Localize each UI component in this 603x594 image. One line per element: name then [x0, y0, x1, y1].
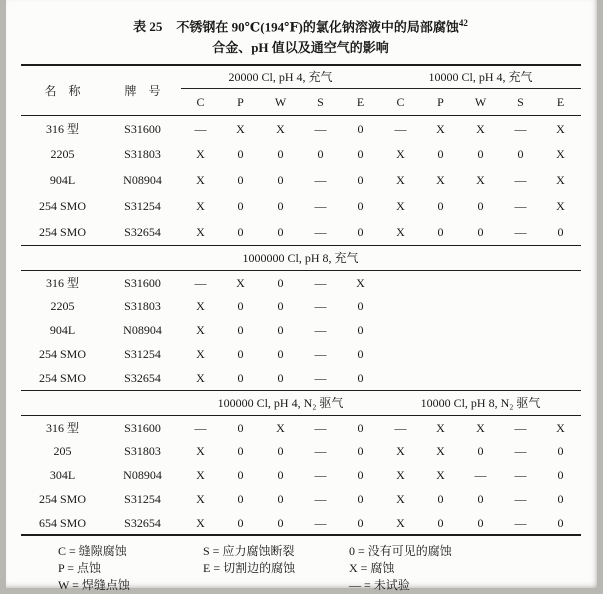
column-header-p-2: P — [421, 88, 461, 115]
result-cell: X — [196, 199, 205, 214]
result-cell: X — [276, 121, 285, 136]
result-cell — [381, 366, 421, 390]
result-cell — [501, 342, 541, 366]
table-row — [21, 342, 581, 366]
alloy-name: 304L — [49, 468, 76, 483]
result-cell: X — [556, 147, 565, 162]
column-header-s-1: S — [301, 88, 341, 115]
alloy-name: 205 — [53, 444, 72, 459]
alloy-name: 316 型 — [45, 275, 79, 290]
condition-header-2: 10000 Cl, pH 4, 充气 — [381, 65, 581, 88]
result-cell: 0 — [357, 147, 364, 162]
result-cell: 0 — [437, 147, 444, 162]
group-header-row — [21, 65, 581, 88]
result-cell: 0 — [357, 515, 364, 530]
result-cell: 0 — [517, 147, 524, 162]
legend-item: S = 应力腐蚀断裂 — [203, 544, 295, 559]
result-cell: — — [514, 468, 527, 483]
column-header-e-2: E — [541, 88, 581, 115]
table-row — [21, 141, 581, 167]
result-cell: 0 — [357, 371, 364, 386]
result-cell: 0 — [237, 347, 244, 362]
table-row — [21, 415, 581, 439]
legend-column-2 — [203, 543, 349, 594]
result-cell: — — [514, 515, 527, 530]
section-header-row — [21, 245, 581, 270]
alloy-grade: S31803 — [124, 299, 161, 314]
column-header-c-1: C — [181, 88, 221, 115]
table-row — [21, 366, 581, 390]
alloy-name: 316 型 — [45, 420, 79, 435]
alloy-name: 2205 — [50, 147, 75, 162]
result-cell: X — [276, 420, 285, 435]
result-cell: X — [196, 468, 205, 483]
table-row — [21, 219, 581, 245]
result-cell: — — [514, 225, 527, 240]
result-cell: 0 — [237, 444, 244, 459]
result-cell: X — [396, 444, 405, 459]
result-cell: 0 — [237, 323, 244, 338]
result-cell — [381, 294, 421, 318]
result-cell: 0 — [237, 173, 244, 188]
result-cell — [541, 366, 581, 390]
result-cell: — — [314, 225, 327, 240]
result-cell: — — [314, 420, 327, 435]
result-cell: 0 — [437, 515, 444, 530]
result-cell — [421, 294, 461, 318]
result-cell: X — [356, 275, 365, 290]
result-cell: 0 — [237, 147, 244, 162]
alloy-name: 254 SMO — [38, 347, 86, 362]
result-cell: 0 — [357, 121, 364, 136]
result-cell: — — [514, 199, 527, 214]
result-cell — [381, 270, 421, 294]
result-cell: 0 — [477, 199, 484, 214]
table-row — [21, 318, 581, 342]
reference-superscript: 42 — [458, 18, 468, 28]
result-cell — [461, 342, 501, 366]
result-cell: — — [314, 199, 327, 214]
result-cell — [541, 270, 581, 294]
result-cell: X — [396, 199, 405, 214]
legend-item: W = 焊缝点蚀 — [58, 578, 130, 593]
table-title — [20, 10, 581, 56]
result-cell: 0 — [477, 147, 484, 162]
result-cell: 0 — [277, 323, 284, 338]
alloy-name: 254 SMO — [38, 492, 86, 507]
alloy-grade: N08904 — [123, 323, 162, 338]
result-cell: X — [396, 492, 405, 507]
result-cell: X — [396, 468, 405, 483]
result-cell: X — [556, 121, 565, 136]
alloy-name: 2205 — [50, 299, 75, 314]
document-page — [6, 0, 597, 593]
legend — [58, 543, 581, 594]
result-cell: X — [556, 420, 565, 435]
result-cell — [501, 318, 541, 342]
result-cell: X — [396, 147, 405, 162]
result-cell: 0 — [477, 225, 484, 240]
result-cell — [501, 366, 541, 390]
result-cell: X — [556, 173, 565, 188]
result-cell: X — [396, 515, 405, 530]
result-cell: 0 — [477, 515, 484, 530]
table-row — [21, 439, 581, 463]
result-cell: 0 — [357, 199, 364, 214]
result-cell — [461, 318, 501, 342]
result-cell: 0 — [557, 468, 564, 483]
alloy-name: 254 SMO — [38, 371, 86, 386]
table-title-text: 不锈钢在 90℃(194℉)的氯化钠溶液中的局部腐蚀 — [176, 19, 459, 35]
result-cell: 0 — [277, 173, 284, 188]
result-cell: — — [514, 444, 527, 459]
result-cell: — — [394, 121, 407, 136]
result-cell — [381, 342, 421, 366]
result-cell: — — [514, 121, 527, 136]
result-cell: 0 — [237, 225, 244, 240]
result-cell: 0 — [237, 515, 244, 530]
result-cell: X — [196, 173, 205, 188]
section-header-spacer — [21, 390, 181, 415]
legend-column-1 — [58, 543, 203, 594]
alloy-name: 904L — [49, 173, 76, 188]
result-cell: 0 — [237, 199, 244, 214]
result-cell: 0 — [437, 492, 444, 507]
result-cell: 0 — [277, 199, 284, 214]
result-cell: 0 — [277, 299, 284, 314]
result-cell: X — [236, 275, 245, 290]
section-condition-header-left: 100000 Cl, pH 4, N₂ 驱气 — [181, 390, 381, 415]
result-cell: 0 — [477, 444, 484, 459]
result-cell — [541, 294, 581, 318]
alloy-grade: S32654 — [124, 371, 161, 386]
result-cell: 0 — [277, 468, 284, 483]
result-cell — [501, 270, 541, 294]
result-cell: 0 — [357, 299, 364, 314]
result-cell: 0 — [437, 199, 444, 214]
column-header-e-1: E — [341, 88, 381, 115]
result-cell — [421, 270, 461, 294]
column-header-c-2: C — [381, 88, 421, 115]
result-cell: — — [314, 515, 327, 530]
alloy-grade: N08904 — [123, 468, 162, 483]
result-cell: 0 — [557, 444, 564, 459]
result-cell: — — [314, 173, 327, 188]
result-cell: X — [436, 468, 445, 483]
condition-header-1: 20000 Cl, pH 4, 充气 — [181, 65, 381, 88]
table-row — [21, 294, 581, 318]
table-row — [21, 167, 581, 193]
result-cell: X — [196, 515, 205, 530]
section-condition-header-right: 10000 Cl, pH 8, N₂ 驱气 — [381, 390, 581, 415]
result-cell: 0 — [357, 420, 364, 435]
result-cell: 0 — [557, 225, 564, 240]
result-cell: — — [514, 420, 527, 435]
result-cell: — — [474, 468, 487, 483]
table-row — [21, 487, 581, 511]
alloy-name: 904L — [49, 323, 76, 338]
table-row — [21, 463, 581, 487]
table-body — [21, 115, 581, 535]
result-cell: 0 — [317, 147, 324, 162]
result-cell: 0 — [237, 371, 244, 386]
result-cell: 0 — [437, 225, 444, 240]
result-cell: 0 — [357, 468, 364, 483]
table-title-line1 — [20, 15, 581, 35]
result-cell: — — [514, 492, 527, 507]
result-cell: X — [396, 225, 405, 240]
result-cell: — — [314, 492, 327, 507]
result-cell: X — [196, 444, 205, 459]
section-header-row — [21, 390, 581, 415]
result-cell — [421, 366, 461, 390]
name-column-header: 名 称 — [21, 65, 105, 115]
result-cell: X — [476, 121, 485, 136]
table-row — [21, 193, 581, 219]
result-cell: X — [196, 492, 205, 507]
result-cell: — — [314, 444, 327, 459]
column-header-s-2: S — [501, 88, 541, 115]
result-cell: 0 — [277, 225, 284, 240]
table-row — [21, 270, 581, 294]
result-cell: 0 — [357, 444, 364, 459]
result-cell: X — [476, 173, 485, 188]
result-cell: — — [514, 173, 527, 188]
result-cell: — — [314, 275, 327, 290]
result-cell — [501, 294, 541, 318]
result-cell: X — [556, 199, 565, 214]
result-cell: 0 — [357, 323, 364, 338]
alloy-grade: S32654 — [124, 225, 161, 240]
table-number: 表 25 — [133, 19, 163, 35]
result-cell: 0 — [357, 225, 364, 240]
table-row — [21, 511, 581, 535]
alloy-grade: S31254 — [124, 199, 161, 214]
result-cell — [421, 342, 461, 366]
result-cell: X — [196, 299, 205, 314]
section-condition-header: 1000000 Cl, pH 8, 充气 — [21, 245, 581, 270]
result-cell: X — [436, 420, 445, 435]
alloy-name: 254 SMO — [38, 225, 86, 240]
column-header-w-2: W — [461, 88, 501, 115]
legend-item: — = 未试验 — [349, 578, 410, 593]
result-cell: — — [314, 371, 327, 386]
result-cell: 0 — [277, 444, 284, 459]
alloy-name: 254 SMO — [38, 199, 86, 214]
result-cell: 0 — [557, 515, 564, 530]
alloy-grade: S31254 — [124, 492, 161, 507]
result-cell: — — [194, 420, 207, 435]
result-cell: X — [436, 444, 445, 459]
result-cell: 0 — [277, 515, 284, 530]
alloy-grade: S31254 — [124, 347, 161, 362]
result-cell: 0 — [357, 347, 364, 362]
result-cell: 0 — [357, 492, 364, 507]
result-cell: 0 — [357, 173, 364, 188]
alloy-grade: S31803 — [124, 147, 161, 162]
legend-item: C = 缝隙腐蚀 — [58, 544, 127, 559]
result-cell — [541, 342, 581, 366]
result-cell: — — [314, 323, 327, 338]
result-cell: 0 — [277, 371, 284, 386]
result-cell: — — [394, 420, 407, 435]
alloy-grade: S31600 — [124, 275, 161, 290]
result-cell: — — [194, 275, 207, 290]
result-cell: 0 — [237, 420, 244, 435]
result-cell: 0 — [277, 147, 284, 162]
result-cell: — — [314, 299, 327, 314]
table-row — [21, 115, 581, 141]
result-cell: 0 — [237, 468, 244, 483]
column-header-w-1: W — [261, 88, 301, 115]
result-cell: — — [314, 121, 327, 136]
result-cell: 0 — [557, 492, 564, 507]
alloy-name: 316 型 — [45, 121, 79, 136]
result-cell: 0 — [477, 492, 484, 507]
result-cell: X — [196, 347, 205, 362]
result-cell: X — [436, 121, 445, 136]
alloy-grade: S31803 — [124, 444, 161, 459]
legend-item: X = 腐蚀 — [349, 561, 395, 576]
result-cell: — — [194, 121, 207, 136]
result-cell: X — [196, 323, 205, 338]
result-cell: — — [314, 347, 327, 362]
result-cell: X — [436, 173, 445, 188]
result-cell — [421, 318, 461, 342]
result-cell — [461, 294, 501, 318]
result-cell — [541, 318, 581, 342]
grade-column-header: 牌 号 — [105, 65, 181, 115]
result-cell: 0 — [237, 299, 244, 314]
alloy-name: 654 SMO — [38, 515, 86, 530]
result-cell: X — [476, 420, 485, 435]
result-cell — [461, 366, 501, 390]
result-cell — [381, 318, 421, 342]
result-cell: 0 — [237, 492, 244, 507]
table-subtitle: 合金、pH 值以及通空气的影响 — [212, 40, 389, 56]
legend-column-3 — [349, 543, 452, 594]
alloy-grade: N08904 — [123, 173, 162, 188]
result-cell: X — [196, 225, 205, 240]
result-cell: 0 — [277, 347, 284, 362]
result-cell: X — [196, 147, 205, 162]
result-cell: X — [396, 173, 405, 188]
column-header-p-1: P — [221, 88, 261, 115]
result-cell — [461, 270, 501, 294]
alloy-grade: S31600 — [124, 121, 161, 136]
result-cell: 0 — [277, 275, 284, 290]
result-cell: 0 — [277, 492, 284, 507]
result-cell: X — [196, 371, 205, 386]
alloy-grade: S32654 — [124, 515, 161, 530]
corrosion-table — [21, 64, 581, 536]
legend-item: P = 点蚀 — [58, 561, 101, 576]
result-cell: X — [236, 121, 245, 136]
legend-item: E = 切割边的腐蚀 — [203, 561, 296, 576]
alloy-grade: S31600 — [124, 420, 161, 435]
result-cell: — — [314, 468, 327, 483]
legend-item: 0 = 没有可见的腐蚀 — [349, 544, 452, 559]
